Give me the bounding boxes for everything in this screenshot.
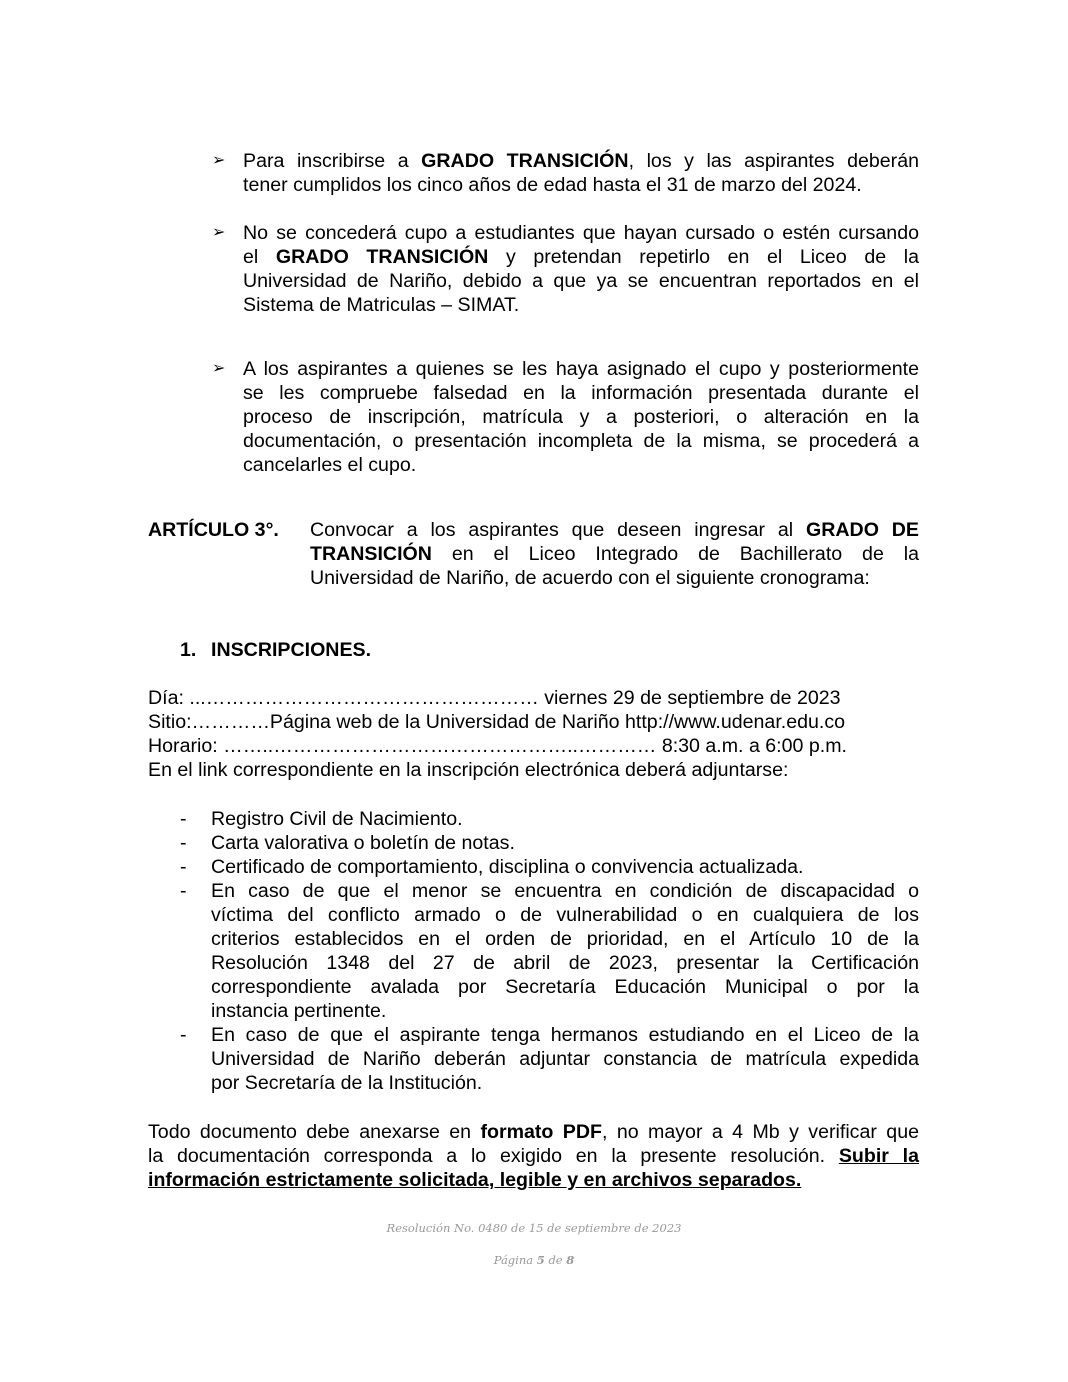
- bullet-2-line-4: Sistema de Matriculas – SIMAT.: [243, 294, 520, 316]
- arrow-bullet-icon: ➢: [212, 152, 226, 169]
- article-line-3: Universidad de Nariño, de acuerdo con el siguiente cronograma:: [310, 567, 870, 589]
- dash-bullet: -: [180, 1024, 187, 1046]
- schedule-sitio: Sitio:…………Página web de la Universidad de Nariño http://www.udenar.edu.co: [148, 711, 846, 733]
- bullet-3-line-1: A los aspirantes a quienes se les haya asignado el cupo y posteriormente: [243, 358, 919, 380]
- requirement-5-line-1: En caso de que el aspirante tenga hermanos estudiando en el Liceo de la: [211, 1024, 919, 1046]
- requirement-4-line-5: correspondiente avalada por Secretaría Educación Municipal o por la: [211, 976, 919, 998]
- dash-bullet: -: [180, 856, 187, 878]
- bullet-2-line-1: No se concederá cupo a estudiantes que hayan cursado o estén cursando: [243, 222, 919, 244]
- bullet-3-line-5: cancelarles el cupo.: [243, 454, 417, 476]
- bullet-2-line-3: Universidad de Nariño, debido a que ya se encuentran reportados en el: [243, 270, 919, 292]
- arrow-bullet-icon: ➢: [212, 224, 226, 241]
- final-note-line-3: información estrictamente solicitada, legible y en archivos separados.: [148, 1169, 802, 1191]
- section-number: 1.: [180, 639, 197, 661]
- bullet-3-line-3: proceso de inscripción, matrícula y a posteriori, o alteración en la: [243, 406, 919, 428]
- requirement-4-line-3: criterios establecidos en el orden de prioridad, en el Artículo 10 de la: [211, 928, 919, 950]
- bullet-3-line-2: se les compruebe falsedad en la información presentada durante el: [243, 382, 919, 404]
- dash-bullet: -: [180, 808, 187, 830]
- footer-resolution: Resolución No. 0480 de 15 de septiembre de 2023: [386, 1221, 682, 1235]
- requirement-5-line-3: por Secretaría de la Institución.: [211, 1072, 483, 1094]
- final-note-line-1: Todo documento debe anexarse en formato PDF, no mayor a 4 Mb y verificar que: [148, 1121, 919, 1143]
- footer-page-number: Página 5 de 8: [493, 1253, 575, 1267]
- requirement-5-line-2: Universidad de Nariño deberán adjuntar constancia de matrícula expedida: [211, 1048, 919, 1070]
- bullet-1-line-1: Para inscribirse a GRADO TRANSICIÓN, los y las aspirantes deberán: [243, 150, 919, 172]
- requirement-4-line-1: En caso de que el menor se encuentra en condición de discapacidad o: [211, 880, 919, 902]
- requirement-4-line-4: Resolución 1348 del 27 de abril de 2023, presentar la Certificación: [211, 952, 919, 974]
- dash-bullet: -: [180, 880, 187, 902]
- article-label: ARTÍCULO 3°.: [148, 519, 279, 541]
- requirement-4-line-2: víctima del conflicto armado o de vulnerabilidad o en cualquiera de los: [211, 904, 919, 926]
- bullet-3-line-4: documentación, o presentación incompleta de la misma, se procederá a: [243, 430, 919, 452]
- arrow-bullet-icon: ➢: [212, 360, 226, 377]
- section-title: INSCRIPCIONES.: [211, 639, 372, 661]
- article-line-2: TRANSICIÓN en el Liceo Integrado de Bachillerato de la: [310, 543, 919, 565]
- requirement-3: Certificado de comportamiento, disciplina o convivencia actualizada.: [211, 856, 804, 878]
- final-note-line-2: la documentación corresponda a lo exigido en la presente resolución. Subir la: [148, 1145, 919, 1167]
- bullet-1-line-2: tener cumplidos los cinco años de edad hasta el 31 de marzo del 2024.: [243, 174, 862, 196]
- requirement-4-line-6: instancia pertinente.: [211, 1000, 387, 1022]
- requirement-2: Carta valorativa o boletín de notas.: [211, 832, 515, 854]
- bullet-2-line-2: el GRADO TRANSICIÓN y pretendan repetirlo en el Liceo de la: [243, 246, 919, 268]
- schedule-link-note: En el link correspondiente en la inscripción electrónica deberá adjuntarse:: [148, 759, 789, 781]
- schedule-horario: Horario: ……..………………………………………..………… 8:30 a.m. a 6:00 p.m.: [148, 735, 847, 757]
- article-line-1: Convocar a los aspirantes que deseen ingresar al GRADO DE: [310, 519, 919, 541]
- schedule-dia: Día: ...…………………………………………… viernes 29 de septiembre de 2023: [148, 687, 841, 709]
- requirement-1: Registro Civil de Nacimiento.: [211, 808, 463, 830]
- dash-bullet: -: [180, 832, 187, 854]
